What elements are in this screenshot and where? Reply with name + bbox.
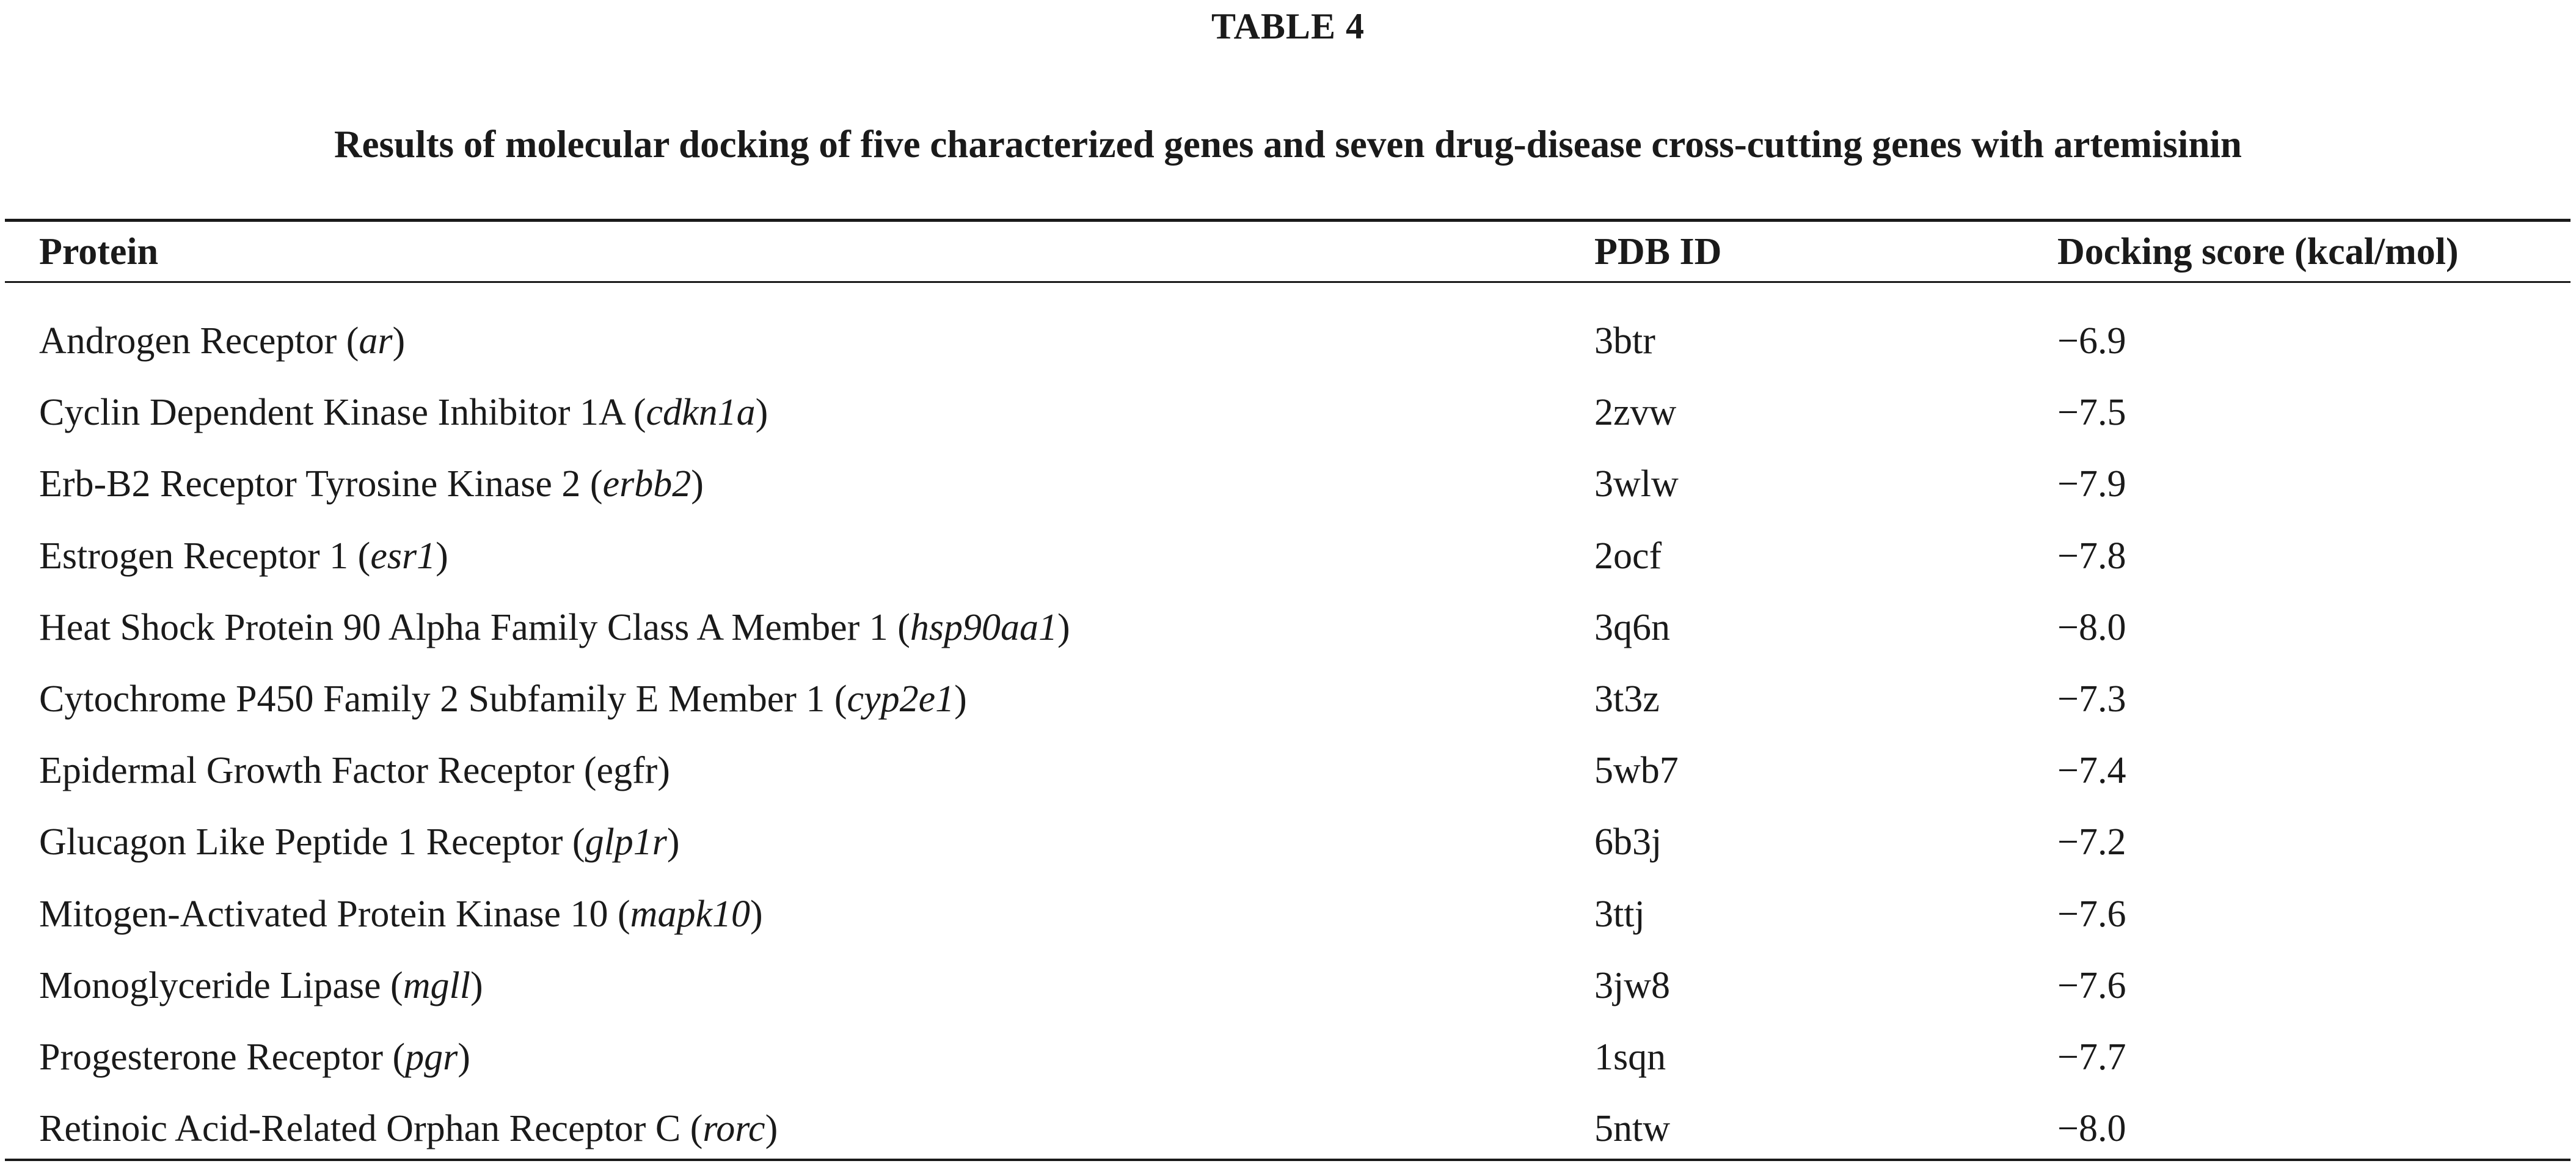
pdb-id-cell: 3ttj xyxy=(1594,893,1645,935)
table-row xyxy=(0,807,2576,878)
table-row xyxy=(0,592,2576,664)
gene-symbol: mgll xyxy=(403,964,470,1006)
table-row xyxy=(0,377,2576,449)
gene-symbol: hsp90aa1 xyxy=(910,606,1058,648)
table-row xyxy=(0,735,2576,807)
table-row xyxy=(0,521,2576,592)
table-label: TABLE 4 xyxy=(1211,6,1365,46)
table-row xyxy=(0,449,2576,520)
gene-symbol: mapk10 xyxy=(630,893,750,935)
protein-cell: Glucagon Like Peptide 1 Receptor (glp1r) xyxy=(39,821,680,863)
gene-symbol: pgr xyxy=(405,1036,458,1078)
protein-cell: Cytochrome P450 Family 2 Subfamily E Member 1 (cyp2e1) xyxy=(39,678,967,720)
protein-name: Cytochrome P450 Family 2 Subfamily E Member 1 xyxy=(39,678,825,720)
docking-score-cell: −7.2 xyxy=(2057,821,2126,863)
table-row xyxy=(0,1093,2576,1165)
gene-symbol: ar xyxy=(359,320,393,362)
protein-name: Erb-B2 Receptor Tyrosine Kinase 2 xyxy=(39,463,581,505)
bottom-rule xyxy=(5,1159,2571,1161)
gene-symbol: cdkn1a xyxy=(646,392,756,434)
gene-symbol: rorc xyxy=(702,1108,765,1150)
pdb-id-cell: 3t3z xyxy=(1594,678,1660,720)
docking-score-cell: −7.7 xyxy=(2057,1036,2126,1078)
column-header-protein: Protein xyxy=(39,231,159,273)
gene-symbol: egfr xyxy=(596,750,658,792)
protein-cell: Monoglyceride Lipase (mgll) xyxy=(39,964,483,1006)
pdb-id-cell: 3q6n xyxy=(1594,606,1670,648)
protein-cell: Epidermal Growth Factor Receptor (egfr) xyxy=(39,750,670,792)
protein-name: Retinoic Acid-Related Orphan Receptor C xyxy=(39,1108,681,1150)
table-row xyxy=(0,306,2576,377)
docking-score-cell: −8.0 xyxy=(2057,606,2126,648)
protein-cell: Progesterone Receptor (pgr) xyxy=(39,1036,470,1078)
protein-name: Epidermal Growth Factor Receptor xyxy=(39,750,575,792)
docking-score-cell: −7.8 xyxy=(2057,535,2126,577)
protein-name: Glucagon Like Peptide 1 Receptor xyxy=(39,821,563,863)
table-header-row xyxy=(0,226,2576,277)
table-row xyxy=(0,879,2576,950)
protein-name: Mitogen-Activated Protein Kinase 10 xyxy=(39,893,608,935)
gene-symbol: esr1 xyxy=(370,535,436,577)
table-row xyxy=(0,664,2576,735)
docking-score-cell: −7.6 xyxy=(2057,964,2126,1006)
docking-score-cell: −7.9 xyxy=(2057,463,2126,505)
table-caption: Results of molecular docking of five characterized genes and seven drug-disease cross-cutting genes with artemisinin xyxy=(334,123,2242,166)
pdb-id-cell: 2zvw xyxy=(1594,392,1677,434)
protein-cell: Mitogen-Activated Protein Kinase 10 (mapk10) xyxy=(39,893,763,935)
pdb-id-cell: 6b3j xyxy=(1594,821,1662,863)
column-header-docking-score: Docking score (kcal/mol) xyxy=(2057,231,2459,273)
pdb-id-cell: 3btr xyxy=(1594,320,1655,362)
pdb-id-cell: 1sqn xyxy=(1594,1036,1666,1078)
table-body xyxy=(0,306,2576,1165)
protein-name: Progesterone Receptor xyxy=(39,1036,383,1078)
gene-symbol: erbb2 xyxy=(602,463,691,505)
pdb-id-cell: 5ntw xyxy=(1594,1108,1670,1150)
protein-cell: Cyclin Dependent Kinase Inhibitor 1A (cdkn1a) xyxy=(39,392,768,434)
docking-score-cell: −7.6 xyxy=(2057,893,2126,935)
protein-name: Heat Shock Protein 90 Alpha Family Class A Member 1 xyxy=(39,606,888,648)
column-header-pdb-id: PDB ID xyxy=(1594,231,1722,273)
gene-symbol: glp1r xyxy=(585,821,667,863)
table-row xyxy=(0,950,2576,1022)
table-row xyxy=(0,1022,2576,1093)
protein-cell: Androgen Receptor (ar) xyxy=(39,320,406,362)
protein-cell: Estrogen Receptor 1 (esr1) xyxy=(39,535,448,577)
docking-score-cell: −8.0 xyxy=(2057,1108,2126,1150)
top-rule xyxy=(5,219,2571,222)
protein-name: Monoglyceride Lipase xyxy=(39,964,381,1006)
protein-cell: Erb-B2 Receptor Tyrosine Kinase 2 (erbb2) xyxy=(39,463,704,505)
protein-name: Estrogen Receptor 1 xyxy=(39,535,349,577)
pdb-id-cell: 3wlw xyxy=(1594,463,1679,505)
header-rule xyxy=(5,281,2571,283)
docking-score-cell: −6.9 xyxy=(2057,320,2126,362)
gene-symbol: cyp2e1 xyxy=(847,678,955,720)
pdb-id-cell: 3jw8 xyxy=(1594,964,1670,1006)
docking-score-cell: −7.3 xyxy=(2057,678,2126,720)
pdb-id-cell: 2ocf xyxy=(1594,535,1662,577)
protein-name: Androgen Receptor xyxy=(39,320,337,362)
pdb-id-cell: 5wb7 xyxy=(1594,750,1679,792)
protein-name: Cyclin Dependent Kinase Inhibitor 1A xyxy=(39,392,624,434)
protein-cell: Heat Shock Protein 90 Alpha Family Class A Member 1 (hsp90aa1) xyxy=(39,606,1070,648)
docking-score-cell: −7.4 xyxy=(2057,750,2126,792)
docking-score-cell: −7.5 xyxy=(2057,392,2126,434)
protein-cell: Retinoic Acid-Related Orphan Receptor C (rorc) xyxy=(39,1108,778,1150)
